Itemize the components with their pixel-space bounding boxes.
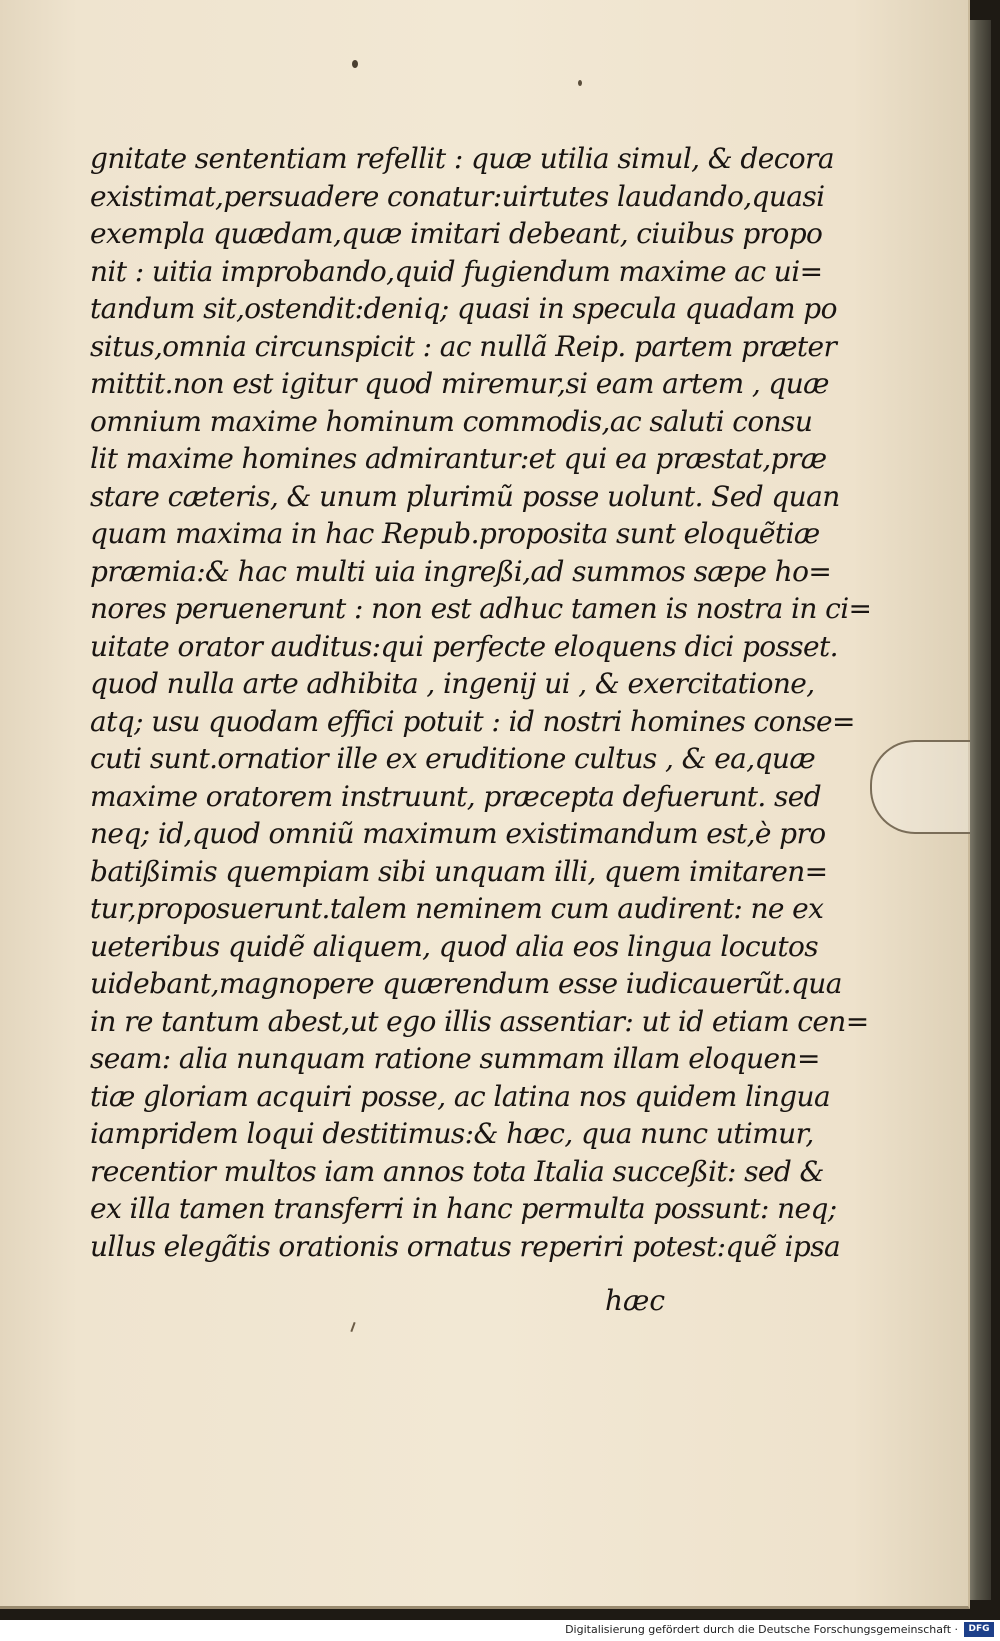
- text-line: gnitate sententiam refellit : quæ utilia simul, & decora: [90, 142, 834, 175]
- text-line: tandum sit,ostendit:deniq; quasi in specula quadam po: [90, 292, 837, 325]
- text-line: tur,proposuerunt.talem neminem cum audirent: ne ex: [90, 892, 824, 925]
- text-line: præmia:& hac multi uia ingreßi,ad summos sæpe ho=: [90, 554, 832, 588]
- text-line: uidebant,magnopere quærendum esse iudicauerũt.qua: [90, 967, 842, 1000]
- text-line: uitate orator auditus:qui perfecte eloquens dici posset.: [90, 629, 838, 663]
- clasp-shadow: [870, 740, 970, 834]
- text-line: tiæ gloriam acquiri posse, ac latina nos quidem lingua: [90, 1079, 831, 1113]
- funding-credit: Digitalisierung gefördert durch die Deutsche Forschungsgemeinschaft ·: [565, 1623, 958, 1636]
- text-line: mittit.non est igitur quod miremur,si eam artem , quæ: [90, 367, 829, 400]
- catchword: hæc: [605, 1284, 666, 1317]
- text-line: seam: alia nunquam ratione summam illam eloquen=: [90, 1042, 820, 1075]
- ink-spot: [578, 80, 582, 86]
- text-line: maxime oratorem instruunt, præcepta defuerunt. sed: [90, 779, 822, 813]
- footer-strip: [0, 1620, 1000, 1641]
- text-line: neq; id,quod omniũ maximum existimandum est,è pro: [90, 817, 826, 850]
- text-line: nores peruenerunt : non est adhuc tamen is nostra in ci=: [90, 592, 872, 625]
- text-line: quod nulla arte adhibita , ingenij ui , & exercitatione,: [90, 667, 815, 700]
- text-line: exempla quædam,quæ imitari debeant, ciuibus propo: [90, 217, 823, 250]
- text-line: stare cæteris, & unum plurimũ posse uolunt. Sed quan: [90, 479, 840, 513]
- text-line: in re tantum abest,ut ego illis assentiar: ut id etiam cen=: [90, 1004, 869, 1038]
- text-line: nit : uitia improbando,quid fugiendum maxime ac ui=: [90, 254, 823, 288]
- text-line: cuti sunt.ornatior ille ex eruditione cultus , & ea,quæ: [90, 742, 816, 775]
- text-line: lit maxime homines admirantur:et qui ea præstat,præ: [90, 442, 827, 475]
- text-line: situs,omnia circunspicit : ac nullã Reip. partem præter: [90, 329, 837, 363]
- text-line: quam maxima in hac Repub.proposita sunt eloquẽtiæ: [90, 517, 820, 550]
- dfg-logo: DFG: [964, 1622, 994, 1637]
- body-text: [90, 140, 872, 1265]
- text-line: recentior multos iam annos tota Italia succeßit: sed &: [90, 1154, 824, 1188]
- text-line: batißimis quempiam sibi unquam illi, quem imitaren=: [90, 854, 828, 888]
- text-line: atq; usu quodam effici potuit : id nostri homines conse=: [90, 704, 855, 738]
- text-line: existimat,persuadere conatur:uirtutes laudando,quasi: [90, 179, 825, 213]
- text-line: iampridem loqui destitimus:& hæc, qua nunc utimur,: [90, 1117, 814, 1150]
- text-line: ex illa tamen transferri in hanc permulta possunt: neq;: [90, 1192, 837, 1225]
- ink-spot: [352, 60, 358, 68]
- text-line: ueteribus quidẽ aliquem, quod alia eos lingua locutos: [90, 929, 819, 963]
- text-line: omnium maxime hominum commodis,ac saluti consu: [90, 404, 813, 438]
- ink-mark: [350, 1322, 355, 1332]
- text-line: ullus elegãtis orationis ornatus reperiri potest:quẽ ipsa: [90, 1229, 841, 1263]
